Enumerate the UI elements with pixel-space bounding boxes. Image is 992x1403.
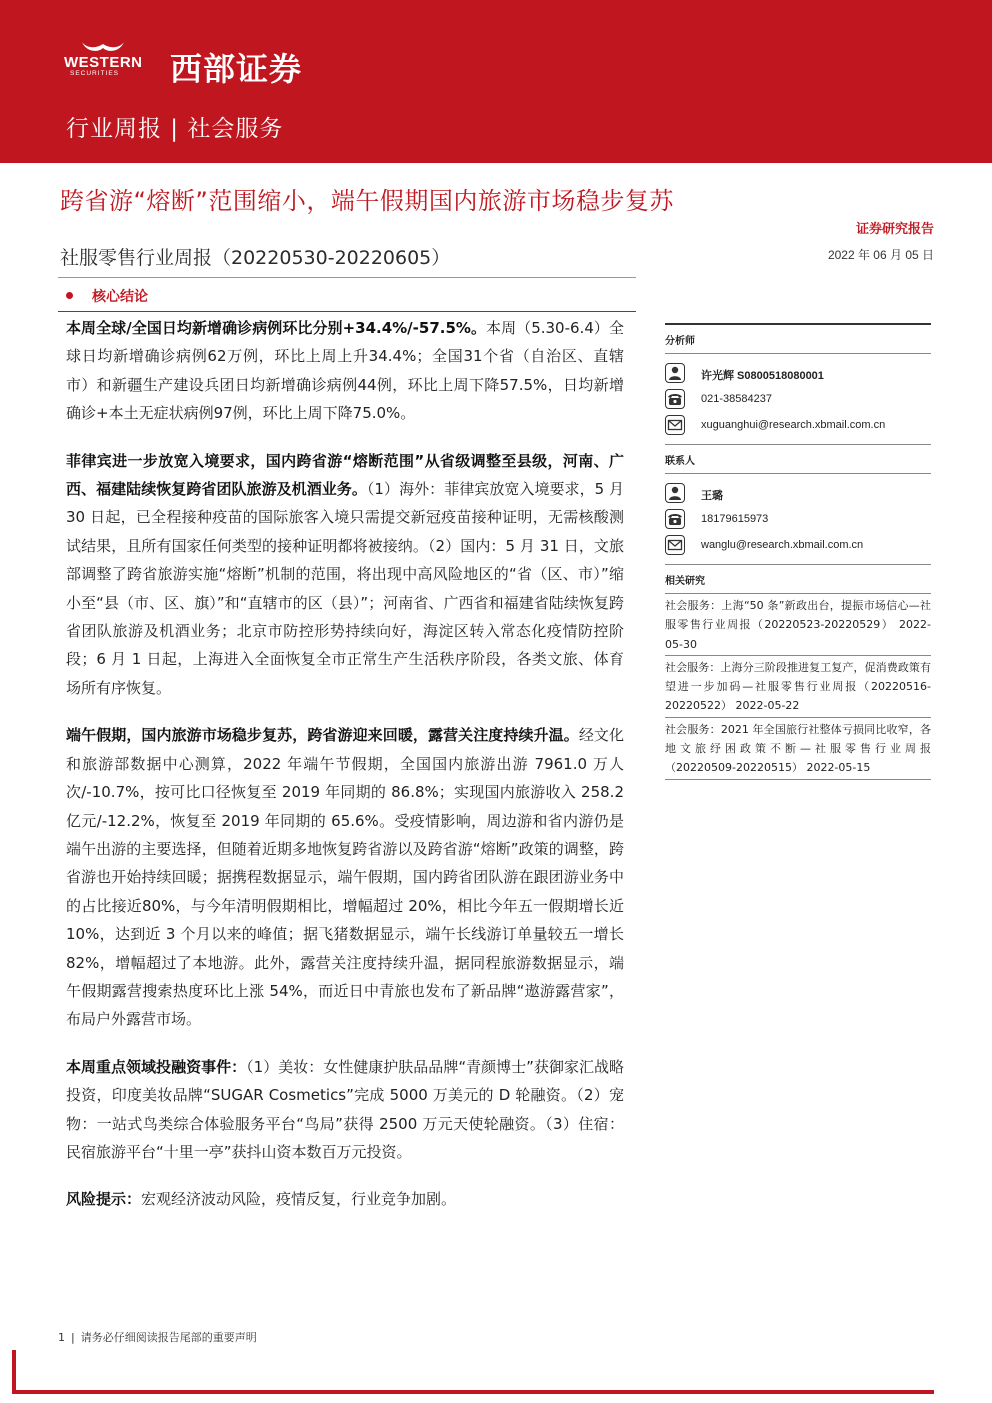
related-report-item[interactable]: 社会服务：上海分三阶段推进复工复产，促消费政策有望进一步加码—社服零售行业周报（20220516-20220522） 2022-05-22	[665, 656, 931, 718]
phone-icon	[665, 509, 685, 529]
sidebar	[665, 323, 931, 780]
paragraph-lead: 本周重点领域投融资事件：	[66, 1057, 247, 1076]
contact-phone: 18179615973	[701, 513, 769, 525]
paragraph-text: 经文化和旅游部数据中心测算，2022 年端午节假期，全国国内旅游出游 7961.0 万人次/-10.7%，按可比口径恢复至 2019 年同期的 86.8%；实现国内旅游收入 258.2 亿元/-12.2%，恢复至 2019 年同期的 65.6%。受疫情影响，周边游和省内游仍是端午出游的主要选择，但随着近期多地恢复跨省游以及跨省游“熔断”政策的调整，跨省游也开始持续回暖；据携程数据显示，端午假期，国内跨省团队游在跟团游业务中的占比接近80%，与今年清明假期相比，增幅超过 20%，相比今年五一假期增长近10%，达到近 3 个月以来的峰值；据飞猪数据显示，端午长线游订单量较五一增长 82%，增幅超过了本地游。此外，露营关注度持续升温，据同程旅游数据显示，端午假期露营搜索热度环比上涨 54%，而近日中青旅也发布了新品牌“遨游露营家”，布局户外露营市场。	[66, 726, 624, 1029]
paragraph-text: 宏观经济波动风险，疫情反复，行业竞争加剧。	[141, 1190, 457, 1209]
analyst-email-row	[665, 412, 931, 438]
contact-email[interactable]: wanglu@research.xbmail.com.cn	[701, 539, 864, 551]
paragraph-lead: 菲律宾进一步放宽入境要求，国内跨省游“熔断范围”从省级调整至县级，河南、广西、福建陆续恢复跨省团队旅游及机酒业务。	[66, 451, 624, 499]
paragraph-holiday	[66, 721, 624, 1033]
header-banner	[0, 0, 992, 163]
related-report-item[interactable]: 社会服务：上海“50 条”新政出台，提振市场信心—社服零售行业周报（20220523-20220529） 2022-05-30	[665, 594, 931, 656]
report-date: 2022 年 06 月 05 日	[827, 248, 934, 262]
report-subtitle: 社服零售行业周报（20220530-20220605）	[60, 247, 451, 269]
report-title: 跨省游“熔断”范围缩小，端午假期国内旅游市场稳步复苏	[60, 187, 674, 215]
report-category: 行业周报 | 社会服务	[66, 116, 284, 142]
logo-english-sub: SECURITIES	[70, 70, 120, 77]
analyst-email[interactable]: xuguanghui@research.xbmail.com.cn	[701, 419, 886, 431]
contact-phone-row	[665, 506, 931, 532]
contact-name: 王璐	[701, 490, 723, 502]
paragraph-text: （1）美妆：女性健康护肤品品牌“青颜博士”获御家汇战略投资，印度美妆品牌“SUGAR Cosmetics”完成 5000 万美元的 D 轮融资。（2）宠物：一站式鸟类综合体验服务平台“鸟局”获得 2500 万元天使轮融资。（3）住宿：民宿旅游平台“十里一亭”获抖山资本数百万元投资。	[66, 1057, 624, 1161]
person-icon	[665, 483, 685, 503]
paragraph-lead: 风险提示：	[66, 1190, 142, 1209]
company-logo	[64, 40, 154, 82]
analyst-heading: 分析师	[665, 325, 931, 354]
envelope-icon	[665, 535, 685, 555]
paragraph-cases	[66, 314, 624, 428]
paragraph-lead: 本周全球/全国日均新增确诊病例环比分别+34.4%/-57.5%。	[66, 319, 487, 337]
footer-disclaimer	[58, 1329, 257, 1345]
divider	[58, 277, 636, 278]
corner-decoration	[12, 1350, 16, 1394]
phone-icon	[665, 389, 685, 409]
paragraph-lead: 端午假期，国内旅游市场稳步复苏，跨省游迎来回暖，露营关注度持续升温。	[66, 726, 579, 745]
paragraph-policy	[66, 447, 624, 703]
contact-heading: 联系人	[665, 444, 931, 474]
analyst-phone-row	[665, 386, 931, 412]
paragraph-text: 本周（5.30-6.4）全球日均新增确诊病例62万例，环比上周上升34.4%；全国31个省（自治区、直辖市）和新疆生产建设兵团日均新增确诊病例44例，环比上周下降57.5%，日均新增确诊+本土无症状病例97例，环比上周下降75.0%。	[66, 319, 624, 423]
related-report-item[interactable]: 社会服务：2021 年全国旅行社整体亏损同比收窄，各地文旅纾困政策不断—社服零售行业周报（20220509-20220515） 2022-05-15	[665, 718, 931, 780]
contact-email-row	[665, 532, 931, 558]
logo-english: WESTERN	[64, 54, 143, 71]
related-heading: 相关研究	[665, 564, 931, 594]
footer-separator: |	[71, 1331, 75, 1344]
contact-name-row	[665, 480, 931, 506]
envelope-icon	[665, 415, 685, 435]
analyst-name-row	[665, 360, 931, 386]
section-title: 核心结论	[92, 289, 148, 305]
logo-chinese: 西部证券	[170, 50, 303, 88]
bullet-icon	[66, 292, 73, 299]
page-number: 1	[58, 1331, 65, 1344]
section-header	[58, 282, 636, 312]
paragraph-investment	[66, 1053, 624, 1167]
analyst-name: 许光辉 S0800518080001	[701, 370, 824, 382]
footer-note: 请务必仔细阅读报告尾部的重要声明	[80, 1331, 257, 1344]
paragraph-risk	[66, 1185, 624, 1213]
analyst-phone: 021-38584237	[701, 393, 772, 405]
corner-decoration	[12, 1390, 934, 1394]
main-body	[66, 314, 624, 1233]
report-type: 证券研究报告	[855, 222, 934, 237]
paragraph-text: （1）海外：菲律宾放宽入境要求，5 月 30 日起，已全程接种疫苗的国际旅客入境只需提交新冠疫苗接种证明，无需核酸测试结果，且所有国家任何类型的接种证明都将被接纳。（2）国内：5 月 31 日，文旅部调整了跨省旅游实施“熔断”机制的范围，将出现中高风险地区的“省（区、市）”缩小至“县（市、区、旗）”和“直辖市的区（县）”；河南省、广西省和福建省陆续恢复跨省团队旅游及机酒业务；北京市防控形势持续向好，海淀区转入常态化疫情防控阶段；6 月 1 日起，上海进入全面恢复全市正常生产生活秩序阶段，各类文旅、体育场所有序恢复。	[66, 480, 624, 697]
person-icon	[665, 363, 685, 383]
